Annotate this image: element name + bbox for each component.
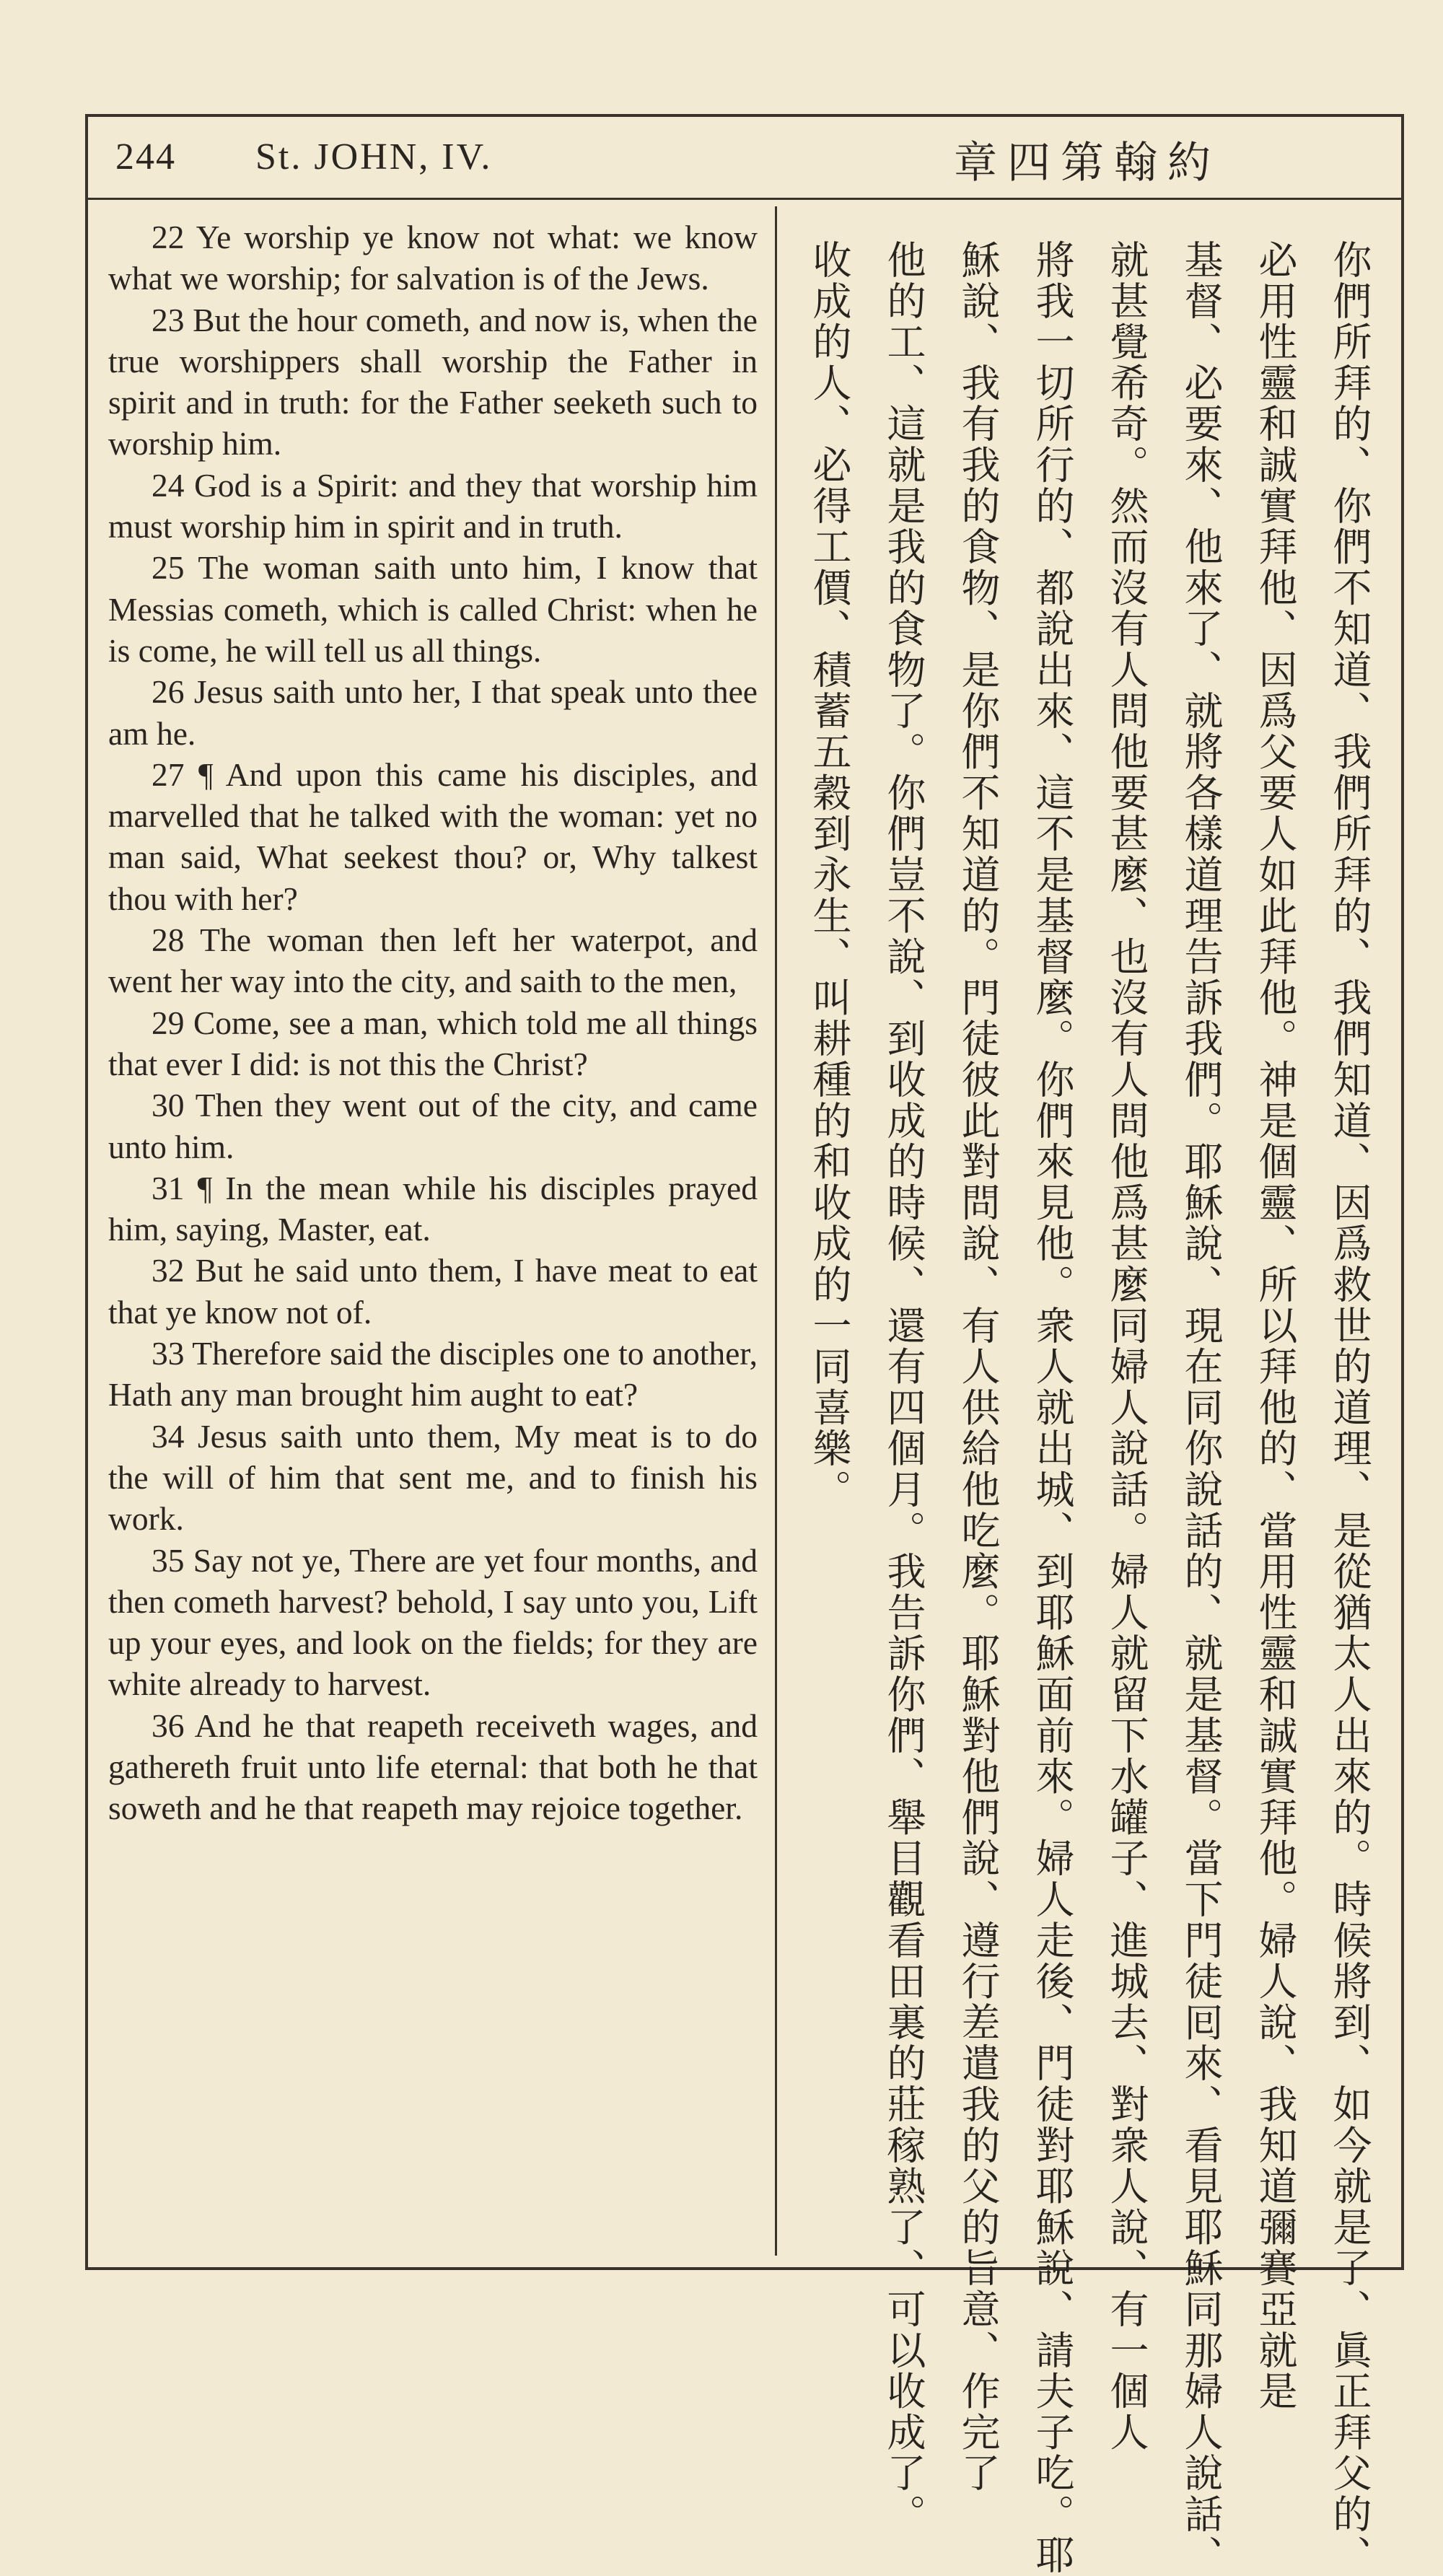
- verse-35: 35 Say not ye, There are yet four months, and then cometh harvest? behold, I say unto you, Lift up your eyes, and look on the fields; for they are white already to harvest.: [108, 1541, 758, 1703]
- verse-33: 33 Therefore said the disciples one to another, Hath any man brought him aught to eat?: [108, 1335, 758, 1414]
- verse-31: 31 ¶ In the mean while his disciples prayed him, saying, Master, eat.: [108, 1169, 758, 1248]
- verse-25: 25 The woman saith unto him, I know that Messias cometh, which is called Christ: when he is come, he will tell us all things.: [108, 549, 758, 669]
- verse-30: 30 Then they went out of the city, and came unto him.: [108, 1087, 758, 1165]
- chinese-line-8: 收成的人、必得工價、積蓄五穀到永生、叫耕種的和收成的一同喜樂。: [807, 240, 852, 1510]
- page-header: [88, 117, 1401, 200]
- chinese-line-5: 將我一切所行的、都說出來、這不是基督麼。你們來見他。衆人就出城、到耶穌面前來。婦人走後、門徒對耶穌說、請夫子吃。耶: [1030, 240, 1075, 2576]
- chinese-line-1: 你們所拜的、你們不知道、我們所拜的、我們知道、因爲救世的道理、是從猶太人出來的。時候將到、如今就是了、眞正拜父的、: [1327, 240, 1372, 2576]
- english-text-column: [108, 216, 758, 2244]
- running-title: St. JOHN, IV.: [255, 136, 493, 178]
- chinese-line-3: 基督、必要來、他來了、就將各樣道理告訴我們。耶穌說、現在同你說話的、就是基督。當下門徒囘來、看見耶穌同那婦人說話、: [1178, 240, 1224, 2576]
- verse-26: 26 Jesus saith unto her, I that speak unto thee am he.: [108, 673, 758, 752]
- chinese-line-4: 就甚覺希奇。然而沒有人問他要甚麼、也沒有人問他爲甚麼同婦人說話。婦人就留下水罐子、進城去、對衆人說、有一個人: [1104, 240, 1149, 2453]
- verse-32: 32 But he said unto them, I have meat to eat that ye know not of.: [108, 1252, 758, 1331]
- chinese-line-7: 他的工、這就是我的食物了。你們豈不說、到收成的時候、還有四個月。我告訴你們、舉目觀看田裏的莊稼熟了、可以收成了。: [881, 240, 926, 2535]
- verse-23: 23 But the hour cometh, and now is, when the true worshippers shall worship the Father in spirit and in truth: for the Father seeketh such to worship him.: [108, 301, 758, 463]
- verse-28: 28 The woman then left her waterpot, and went her way into the city, and saith to the men,: [108, 921, 758, 1000]
- page-number: 244: [115, 136, 176, 178]
- verse-27: 27 ¶ And upon this came his disciples, and marvelled that he talked with the woman: yet no man said, What seekest thou? or, Why talkest thou with her?: [108, 755, 758, 917]
- chinese-line-6: 穌說、我有我的食物、是你們不知道的。門徒彼此對問說、有人供給他吃麼。耶穌對他們說、遵行差遣我的父的旨意、作完了: [955, 240, 1001, 2494]
- verse-34: 34 Jesus saith unto them, My meat is to do the will of him that sent me, and to finish his work.: [108, 1417, 758, 1538]
- verse-36: 36 And he that reapeth receiveth wages, and gathereth fruit unto life eternal: that both he that soweth and he that reapeth may rejoice together.: [108, 1707, 758, 1827]
- verse-24: 24 God is a Spirit: and they that worship him must worship him in spirit and in truth.: [108, 466, 758, 546]
- verse-29: 29 Come, see a man, which told me all things that ever I did: is not this the Christ?: [108, 1004, 758, 1082]
- chinese-text-column: [807, 240, 1387, 2576]
- chinese-line-2: 必用性靈和誠實拜他、因爲父要人如此拜他。神是個靈、所以拜他的、當用性靈和誠實拜他。婦人說、我知道彌賽亞就是: [1253, 240, 1298, 2412]
- verse-22: 22 Ye worship ye know not what: we know what we worship; for salvation is of the Jews.: [108, 219, 758, 297]
- column-divider: [775, 206, 777, 2256]
- page-frame: [85, 114, 1404, 2576]
- chinese-chapter-title: 章四第翰約: [954, 138, 1221, 188]
